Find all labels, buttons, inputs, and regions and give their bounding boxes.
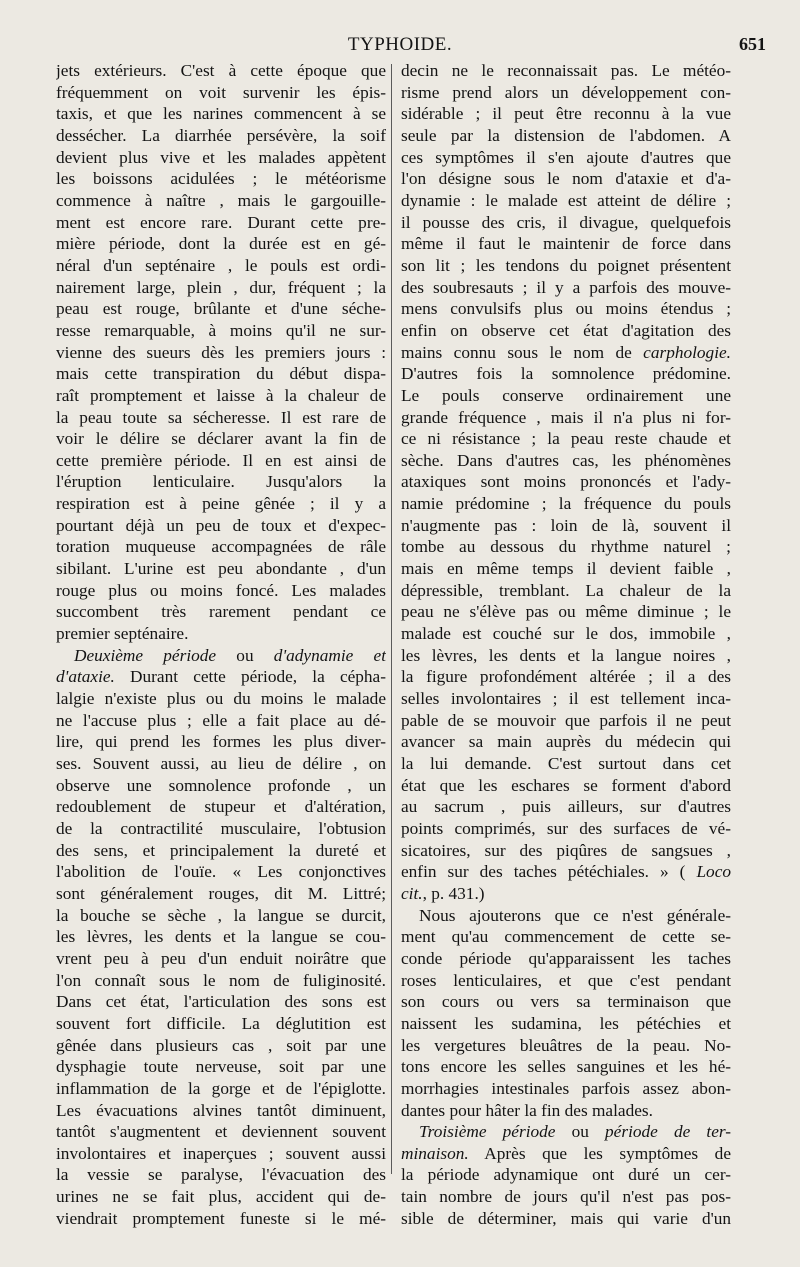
text-segment: dessécher. La diarrhée persévère, la soif <box>56 125 386 145</box>
text-line <box>401 645 731 667</box>
text-segment: son cours ou vers sa terminaison que <box>401 992 731 1012</box>
text-segment: D'autres fois la somnolence prédomine. <box>401 364 731 384</box>
text-segment: des soubresauts ; il y a parfois des mouve- <box>401 277 731 297</box>
text-line <box>56 1035 386 1057</box>
text-segment: ces symptômes il s'en ajoute d'autres que <box>401 147 731 167</box>
text-segment: rouge plus ou moins foncé. Les malades <box>56 580 386 600</box>
text-segment: vienne des sueurs dès les premiers jours : <box>56 342 386 362</box>
text-segment: les lèvres, les dents et la langue se cou- <box>56 927 386 947</box>
text-line <box>56 666 386 688</box>
text-line <box>401 1186 731 1208</box>
text-line <box>56 277 386 299</box>
text-line <box>56 1208 386 1230</box>
text-line <box>56 407 386 429</box>
text-segment: mains connu sous le nom de <box>401 342 644 362</box>
text-segment: mais cette transpiration du début dispa- <box>56 364 386 384</box>
left-text-column <box>56 60 386 1229</box>
text-line <box>401 428 731 450</box>
text-line <box>401 363 731 385</box>
text-segment: raît promptement et laisse à la chaleur de <box>56 385 386 405</box>
text-segment: vrent peu à peu d'un enduit noirâtre que <box>56 948 386 968</box>
text-line <box>56 450 386 472</box>
text-segment: seule par la distension de l'abdomen. A <box>401 125 731 145</box>
text-line <box>56 710 386 732</box>
italic-text: Troisième période <box>419 1122 556 1142</box>
text-line <box>56 731 386 753</box>
text-line <box>56 1056 386 1078</box>
text-line <box>401 536 731 558</box>
text-line <box>56 645 386 667</box>
text-line <box>401 861 731 883</box>
text-segment: l'on désigne sous le nom d'ataxie et d'a- <box>401 169 731 189</box>
text-segment: devient plus vive et les malades appètent <box>56 147 386 167</box>
text-segment: selles involontaires ; il est tellement inca- <box>401 689 731 709</box>
text-line <box>56 125 386 147</box>
text-segment: sont généralement rouges, dit M. Littré; <box>56 883 386 903</box>
text-line <box>56 298 386 320</box>
text-line <box>401 970 731 992</box>
text-line <box>56 428 386 450</box>
text-segment: morrhagies intestinales parfois assez abon- <box>401 1078 731 1098</box>
text-line <box>401 277 731 299</box>
text-segment: voir le délire se déclarer avant la fin de <box>56 429 386 449</box>
text-line <box>56 580 386 602</box>
text-segment: involontaires et inaperçues ; souvent aussi <box>56 1143 386 1163</box>
text-line <box>56 103 386 125</box>
text-segment: souvent fort difficile. La déglutition est <box>56 1013 386 1033</box>
text-segment: peau est rouge, brûlante et d'une séche- <box>56 299 386 319</box>
text-line <box>401 147 731 169</box>
text-segment: la période adynamique ont duré un cer- <box>401 1165 731 1185</box>
text-segment: dépressible, tremblant. La chaleur de la <box>401 580 731 600</box>
text-line <box>56 1013 386 1035</box>
text-line <box>56 905 386 927</box>
text-segment: il pousse des cris, il divague, quelquefois <box>401 212 731 232</box>
text-segment: dynamie : le malade est atteint de délire ; <box>401 190 731 210</box>
text-line <box>56 363 386 385</box>
text-segment: toration muqueuse accompagnées de râle <box>56 537 386 557</box>
text-segment: sicatoires, sur des piqûres de sangsues , <box>401 840 731 860</box>
text-segment: la lui demande. C'est surtout dans cet <box>401 754 731 773</box>
text-line <box>56 558 386 580</box>
text-line <box>56 753 386 775</box>
text-line <box>401 688 731 710</box>
text-line <box>401 753 731 775</box>
text-segment: la bouche se sèche , la langue se durcit, <box>56 905 386 925</box>
text-segment: sible de déterminer, mais qui varie d'un <box>401 1208 731 1228</box>
italic-text: d'adynamie et <box>273 645 386 665</box>
text-line <box>56 320 386 342</box>
text-line <box>401 471 731 493</box>
text-line <box>401 385 731 407</box>
text-segment: Nous ajouterons que ce n'est générale- <box>419 905 731 925</box>
text-segment: Après que les symptômes de <box>468 1143 731 1163</box>
text-line <box>401 1013 731 1035</box>
text-line <box>401 255 731 277</box>
text-segment: ne l'accuse plus ; elle a fait place au dé- <box>56 710 386 730</box>
text-line <box>401 623 731 645</box>
text-line <box>401 125 731 147</box>
text-segment: roses lenticulaires, et que c'est pendant <box>401 970 731 990</box>
text-segment: les lèvres, les dents et la langue noires , <box>401 645 731 665</box>
text-line <box>401 580 731 602</box>
text-segment: l'abolition de l'ouïe. « Les conjonctives <box>56 862 386 882</box>
text-segment: pourtant déjà un peu de toux et d'expec- <box>56 515 386 535</box>
text-segment: des sens, et principalement la dureté et <box>56 840 386 860</box>
text-line <box>401 103 731 125</box>
text-segment: ataxiques sont moins prononcés et l'ady- <box>401 472 731 492</box>
text-line <box>56 991 386 1013</box>
text-segment: nairement large, plein , dur, fréquent ; la <box>56 277 386 297</box>
text-segment: risme prend alors un développement con- <box>401 82 731 102</box>
text-segment: ou <box>216 645 274 665</box>
text-line <box>401 82 731 104</box>
text-line <box>56 623 386 645</box>
text-line <box>401 796 731 818</box>
text-segment: sèche. Dans d'autres cas, les phénomènes <box>401 450 731 470</box>
column-divider <box>391 64 392 1174</box>
text-line <box>401 168 731 190</box>
text-segment: redoublement de stupeur et d'altération, <box>56 797 386 817</box>
text-segment: enfin sur des taches pétéchiales. » ( <box>401 862 697 882</box>
text-segment: ment qu'au commencement de cette se- <box>401 927 731 947</box>
text-segment: grande fréquence , mais il n'a plus ni for- <box>401 407 731 427</box>
text-line <box>56 840 386 862</box>
text-line <box>401 1164 731 1186</box>
text-segment: naissent les sudamina, les pétéchies et <box>401 1013 731 1033</box>
text-line <box>401 320 731 342</box>
text-segment: au sacrum , puis ailleurs, sur d'autres <box>401 797 731 817</box>
text-line <box>401 818 731 840</box>
text-segment: , p. 431.) <box>422 883 485 903</box>
italic-text: cit. <box>401 883 423 903</box>
text-line <box>401 926 731 948</box>
text-segment: ment est encore rare. Durant cette pre- <box>56 212 386 232</box>
text-segment: son lit ; les tendons du poignet présentent <box>401 255 731 275</box>
text-line <box>401 450 731 472</box>
text-segment: lalgie n'existe plus ou du moins le malade <box>56 689 386 709</box>
text-segment: la figure profondément altérée ; il a des <box>401 667 731 687</box>
text-line <box>56 536 386 558</box>
text-line <box>401 1078 731 1100</box>
text-line <box>56 775 386 797</box>
text-segment: observe une somnolence profonde , un <box>56 775 386 795</box>
text-line <box>401 991 731 1013</box>
text-line <box>401 1121 731 1143</box>
text-line <box>401 601 731 623</box>
text-segment: la peau toute sa sécheresse. Il est rare de <box>56 407 386 427</box>
text-segment: les boissons acidulées ; le météorisme <box>56 169 386 189</box>
text-line <box>56 168 386 190</box>
text-segment: la vessie se paralyse, l'évacuation des <box>56 1165 386 1185</box>
text-line <box>56 385 386 407</box>
running-title: TYPHOIDE. <box>347 34 453 55</box>
text-segment: Durant cette période, la cépha- <box>114 667 386 687</box>
text-segment: tons encore les selles sanguines et les hé- <box>401 1057 731 1077</box>
text-line <box>401 883 731 905</box>
text-line <box>56 1143 386 1165</box>
text-segment: decin ne le reconnaissait pas. Le météo- <box>401 61 731 80</box>
text-line <box>56 601 386 623</box>
text-segment: de la contractilité musculaire, l'obtusion <box>56 818 386 838</box>
text-segment: cette première période. Il en est ainsi de <box>56 450 386 470</box>
text-segment: viendrait promptement funeste si le mé- <box>56 1208 386 1228</box>
text-line <box>401 948 731 970</box>
text-line <box>401 342 731 364</box>
italic-text: Loco <box>696 862 731 882</box>
text-line <box>56 60 386 82</box>
right-text-column <box>401 60 731 1229</box>
text-segment: gênée dans plusieurs cas , soit par une <box>56 1035 386 1055</box>
text-segment: respiration est à peine gênée ; il y a <box>56 494 386 514</box>
text-line <box>401 775 731 797</box>
text-segment: sidérable ; il peut être reconnu à la vue <box>401 104 731 124</box>
text-line <box>56 82 386 104</box>
text-segment: état que les eschares se forment d'abord <box>401 775 731 795</box>
text-line <box>56 948 386 970</box>
text-line <box>56 1164 386 1186</box>
text-segment: enfin on observe cet état d'agitation des <box>401 320 731 340</box>
text-line <box>56 1121 386 1143</box>
text-line <box>401 1143 731 1165</box>
italic-text: période de ter- <box>605 1122 731 1142</box>
page-number: 651 <box>739 34 766 54</box>
text-line <box>401 1208 731 1230</box>
text-line <box>56 493 386 515</box>
text-segment: dantes pour hâter la fin des malades. <box>401 1100 653 1120</box>
text-line <box>401 840 731 862</box>
text-segment: Les évacuations alvines tantôt diminuent, <box>56 1100 386 1120</box>
text-segment: namie prédomine ; la fréquence du pouls <box>401 494 731 514</box>
text-segment: fréquemment on voit survenir les épis- <box>56 82 386 102</box>
text-line <box>56 515 386 537</box>
text-line <box>56 818 386 840</box>
text-segment: peau ne s'élève pas ou même diminue ; le <box>401 602 731 622</box>
text-segment: points comprimés, sur des surfaces de vé- <box>401 818 731 838</box>
text-segment: même il faut le maintenir de force dans <box>401 234 731 254</box>
text-line <box>401 1100 731 1122</box>
text-line <box>401 407 731 429</box>
text-segment: succombent très rarement pendant ce <box>56 602 386 622</box>
text-segment: Le pouls conserve ordinairement une <box>401 385 731 405</box>
text-segment: malade est couché sur le dos, immobile , <box>401 624 731 644</box>
text-line <box>56 1186 386 1208</box>
text-line <box>56 342 386 364</box>
text-line <box>401 558 731 580</box>
text-line <box>56 255 386 277</box>
text-segment: resse remarquable, à moins qu'il ne sur- <box>56 320 386 340</box>
text-segment: lire, qui prend les formes les plus diver- <box>56 732 386 752</box>
text-line <box>401 60 731 82</box>
italic-text: Deuxième période <box>74 645 217 665</box>
italic-text: d'ataxie. <box>56 667 115 687</box>
text-line <box>56 233 386 255</box>
text-line <box>56 861 386 883</box>
text-segment: avancer sa main auprès du médecin qui <box>401 732 731 752</box>
text-segment: conde période qu'apparaissent les taches <box>401 948 731 968</box>
text-line <box>56 212 386 234</box>
text-line <box>401 1035 731 1057</box>
text-line <box>401 710 731 732</box>
text-line <box>56 926 386 948</box>
text-line <box>401 731 731 753</box>
text-segment: pable de se mouvoir que parfois il ne peut <box>401 710 731 730</box>
text-line <box>56 883 386 905</box>
text-segment: commence à naître , mais le gargouille- <box>56 190 386 210</box>
text-segment: taxis, et que les narines commencent à se <box>56 104 386 124</box>
text-segment: les vergetures bleuâtres de la peau. No- <box>401 1035 731 1055</box>
text-segment: l'éruption lenticulaire. Jusqu'alors la <box>56 472 386 492</box>
text-line <box>56 190 386 212</box>
text-line <box>56 1100 386 1122</box>
text-segment: mens convulsifs plus ou moins étendus ; <box>401 299 731 319</box>
text-line <box>401 212 731 234</box>
text-segment: néral d'un septénaire , le pouls est ordi- <box>56 255 386 275</box>
text-line <box>401 905 731 927</box>
text-line <box>56 688 386 710</box>
text-segment: premier septénaire. <box>56 624 189 644</box>
text-line <box>401 1056 731 1078</box>
italic-text: minaison. <box>401 1143 469 1163</box>
page-header <box>0 32 800 58</box>
text-segment: ce ni résistance ; la peau reste chaude et <box>401 429 731 449</box>
text-segment: dysphagie toute nerveuse, soit par une <box>56 1057 386 1077</box>
text-line <box>56 147 386 169</box>
text-segment: tantôt s'augmentent et deviennent souvent <box>56 1122 386 1142</box>
text-line <box>56 796 386 818</box>
text-segment: mais en même temps il devient faible , <box>401 559 731 579</box>
text-line <box>401 190 731 212</box>
text-line <box>401 493 731 515</box>
text-segment: ses. Souvent aussi, au lieu de délire , on <box>56 754 386 773</box>
text-segment: ou <box>555 1122 606 1142</box>
text-line <box>56 1078 386 1100</box>
text-line <box>401 233 731 255</box>
text-segment: sibilant. L'urine est peu abondante , d'un <box>56 559 386 579</box>
text-segment: tain nombre de jours qu'il n'est pas pos- <box>401 1187 731 1207</box>
text-line <box>401 298 731 320</box>
italic-text: carphologie. <box>643 342 731 362</box>
text-segment: l'on connaît sous le nom de fuliginosité. <box>56 970 386 990</box>
text-line <box>401 515 731 537</box>
text-segment: inflammation de la gorge et de l'épiglotte. <box>56 1078 386 1098</box>
text-segment: tombe au dessous du rhythme naturel ; <box>401 537 731 557</box>
text-segment: mière période, dont la durée est en gé- <box>56 234 386 254</box>
text-line <box>56 970 386 992</box>
text-line <box>401 666 731 688</box>
text-segment: n'augmente pas : loin de là, souvent il <box>401 515 731 535</box>
text-line <box>56 471 386 493</box>
text-segment: jets extérieurs. C'est à cette époque que <box>56 61 386 80</box>
text-segment: urines ne se fait plus, accident qui de- <box>56 1187 386 1207</box>
text-segment: Dans cet état, l'articulation des sons est <box>56 992 386 1012</box>
